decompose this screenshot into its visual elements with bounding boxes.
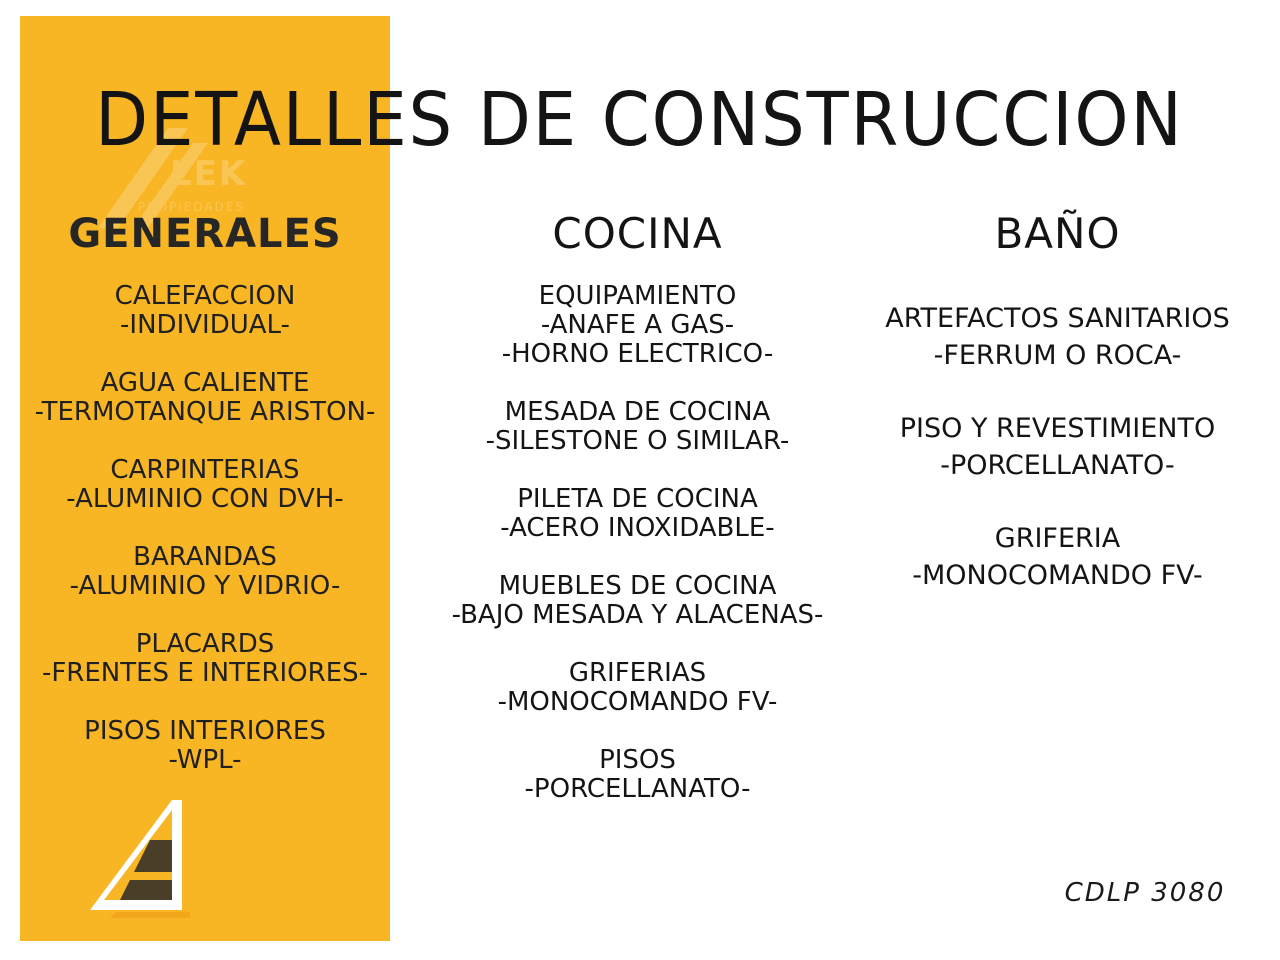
item-detail: -ACERO INOXIDABLE- [500, 513, 775, 543]
item-name: PISO Y REVESTIMIENTO [899, 413, 1216, 444]
item-name: MESADA DE COCINA [504, 397, 771, 427]
list-item [20, 282, 390, 340]
item-detail: -SILESTONE O SIMILAR- [485, 426, 790, 456]
list-item [420, 746, 855, 804]
column-generales [20, 208, 390, 804]
item-detail: -HORNO ELECTRICO- [501, 339, 774, 369]
list-item [20, 630, 390, 688]
item-detail: -ANAFE A GAS- [540, 310, 735, 340]
watermark-brand: LEK [170, 154, 248, 194]
list-item [860, 520, 1255, 594]
triangle-a-logo-icon [90, 800, 195, 918]
item-detail: -BAJO MESADA Y ALACENAS- [451, 600, 824, 630]
item-name: PLACARDS [135, 629, 275, 659]
item-detail: -WPL- [168, 745, 242, 775]
list-item [20, 456, 390, 514]
list-item [420, 398, 855, 456]
item-detail: -MONOCOMANDO FV- [497, 687, 778, 717]
item-name: CARPINTERIAS [110, 455, 300, 485]
column-cocina [420, 208, 855, 833]
list-item [860, 300, 1255, 374]
item-detail: -FERRUM O ROCA- [933, 340, 1182, 371]
page-title: DETALLES DE CONSTRUCCION [95, 77, 1184, 163]
item-detail: -FRENTES E INTERIORES- [41, 658, 369, 688]
item-name: GRIFERIAS [568, 658, 707, 688]
item-detail: -TERMOTANQUE ARISTON- [34, 397, 376, 427]
column-heading: GENERALES [68, 211, 342, 257]
footer-code: CDLP 3080 [1064, 878, 1226, 908]
column-heading: BAÑO [994, 209, 1121, 258]
list-item [20, 369, 390, 427]
watermark-subtitle: PROPIEDADES [138, 200, 246, 214]
item-detail: -ALUMINIO Y VIDRIO- [69, 571, 341, 601]
item-detail: -ALUMINIO CON DVH- [66, 484, 344, 514]
item-detail: -MONOCOMANDO FV- [912, 560, 1203, 591]
item-name: AGUA CALIENTE [100, 368, 310, 398]
column-heading: COCINA [552, 209, 723, 258]
list-item [420, 485, 855, 543]
list-item [420, 572, 855, 630]
list-item [20, 543, 390, 601]
item-name: GRIFERIA [994, 523, 1121, 554]
list-item [20, 717, 390, 775]
list-item [420, 659, 855, 717]
list-item [860, 410, 1255, 484]
item-detail: -PORCELLANATO- [940, 450, 1175, 481]
list-item [420, 282, 855, 369]
item-name: EQUIPAMIENTO [538, 281, 737, 311]
item-detail: -INDIVIDUAL- [120, 310, 290, 340]
item-name: BARANDAS [133, 542, 277, 572]
item-name: ARTEFACTOS SANITARIOS [885, 303, 1230, 334]
item-name: PISOS INTERIORES [84, 716, 326, 746]
item-detail: -PORCELLANATO- [524, 774, 751, 804]
column-bano [860, 208, 1255, 630]
item-name: MUEBLES DE COCINA [498, 571, 777, 601]
item-name: PILETA DE COCINA [517, 484, 758, 514]
item-name: PISOS [599, 745, 676, 775]
item-name: CALEFACCION [114, 281, 296, 311]
